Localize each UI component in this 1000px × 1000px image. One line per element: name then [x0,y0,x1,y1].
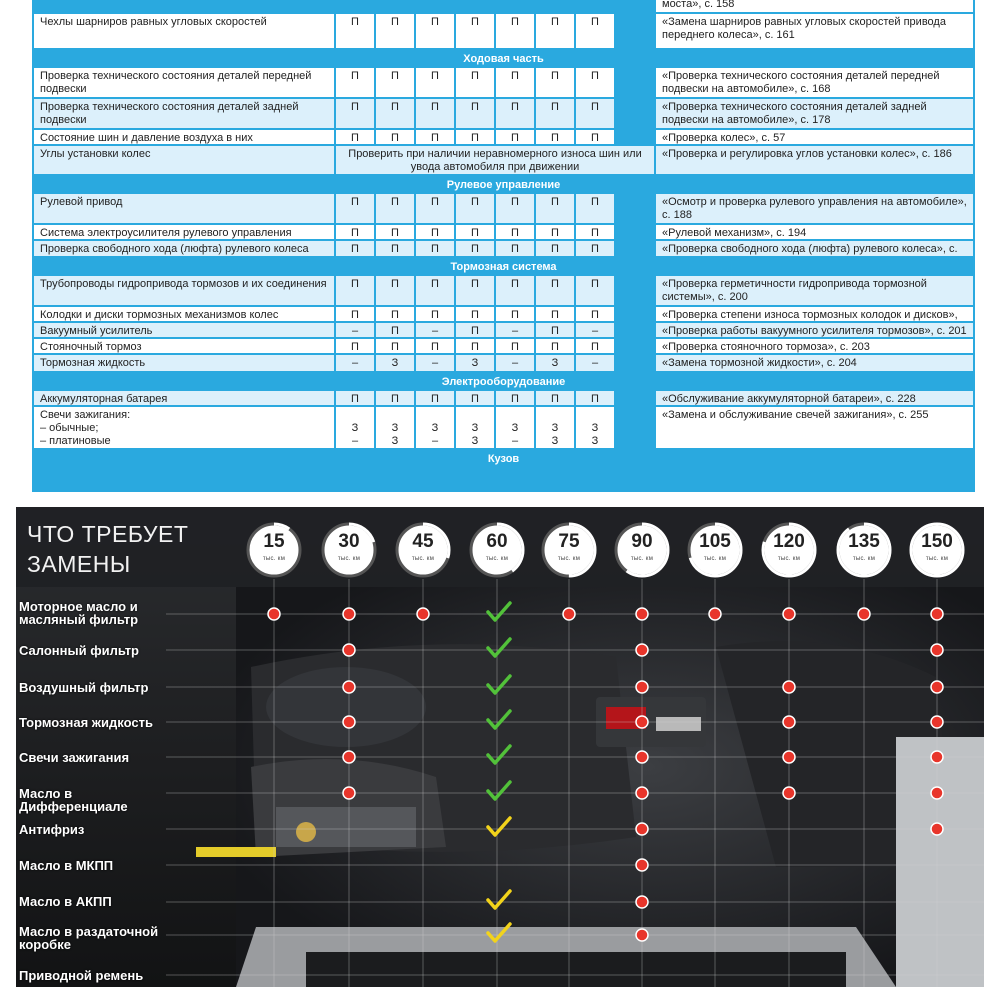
row-mark: – [416,323,454,337]
interval-value: 45 [412,531,434,552]
replace-dot [783,716,795,728]
row-mark: П [336,14,374,48]
row-mark: П [496,130,534,144]
row-mark: П [576,276,614,305]
row-mark: – [336,355,374,371]
row-name: Состояние шин и давление воздуха в них [34,130,334,144]
table-top-clipped-ref: моста», с. 158 [656,0,973,12]
check-icon [488,639,510,656]
row-mark: П [456,14,494,48]
row-mark: П [416,68,454,97]
table-row [32,68,975,99]
row-mark: – [576,323,614,337]
replace-dot [417,608,429,620]
replace-dot [636,681,648,693]
replace-dot [783,608,795,620]
row-name: Проверка свободного хода (люфта) рулевого колеса [34,241,334,256]
row-reference: «Замена шарниров равных угловых скоростей привода переднего колеса», с. 161 [656,14,973,48]
replace-dot [343,751,355,763]
row-mark: – [496,355,534,371]
table-row [32,130,975,146]
interval-value: 60 [486,531,508,552]
row-mark: П [536,194,574,223]
row-mark: П [376,99,414,128]
table-row [32,225,975,241]
row-mark: П [496,391,534,405]
replace-dot [931,716,943,728]
row-name: Система электроусилителя рулевого управления [34,225,334,239]
row-mark: П [336,276,374,305]
row-mark: П [456,68,494,97]
row-mark: П [536,130,574,144]
row-mark: П [496,68,534,97]
row-reference: «Проверка стояночного тормоза», с. 203 [656,339,973,353]
row-mark: – [576,355,614,371]
row-mark: П [496,194,534,223]
row-mark: П [336,241,374,256]
interval-unit: тыс. км [411,556,435,562]
item-label: Воздушный фильтр [19,680,149,695]
row-mark: П [416,14,454,48]
interval-value: 15 [263,531,285,552]
interval-value: 90 [631,531,653,552]
interval-value: 150 [921,531,953,552]
row-mark: З – [336,407,374,448]
replace-dot [931,608,943,620]
replace-dot [931,787,943,799]
row-name: Проверка технического состояния деталей задней подвески [34,99,334,128]
replace-dot [636,896,648,908]
row-reference: «Рулевой механизм», с. 194 [656,225,973,239]
interval-unit: тыс. км [262,556,286,562]
replace-dot [709,608,721,620]
replace-dot [636,823,648,835]
row-mark: П [376,130,414,144]
row-mark: П [536,391,574,405]
row-mark: П [456,99,494,128]
item-label: Моторное масло и масляный фильтр [19,599,139,627]
row-mark: П [536,307,574,321]
row-mark: П [496,307,534,321]
row-mark: П [536,323,574,337]
row-name: Проверка технического состояния деталей передней подвески [34,68,334,97]
interval-value: 75 [558,531,580,552]
row-mark: П [376,391,414,405]
row-mark: З З [576,407,614,448]
row-mark: П [376,68,414,97]
replace-dot [783,787,795,799]
table-row [32,339,975,355]
row-span-note: Проверить при наличии неравномерного износа шин или увода автомобиля при движении [336,146,654,174]
row-mark: П [496,241,534,256]
replace-dot [636,608,648,620]
check-icon [488,746,510,763]
row-name: Стояночный тормоз [34,339,334,353]
replace-dot [343,644,355,656]
check-yellow-icon [488,891,510,908]
row-mark: П [576,225,614,239]
row-reference: «Проверка технического состояния деталей задней подвески на автомобиле», с. 178 [656,99,973,128]
row-mark: П [576,194,614,223]
interval-unit: тыс. км [337,556,361,562]
replace-dot [636,787,648,799]
interval-unit: тыс. км [485,556,509,562]
row-reference: «Проверка колес», с. 57 [656,130,973,144]
table-row [32,241,975,258]
table-row [32,146,975,176]
row-name: Колодки и диски тормозных механизмов колес [34,307,334,321]
row-mark: П [416,130,454,144]
replace-dot [636,859,648,871]
row-mark: З З [376,407,414,448]
row-mark: П [336,130,374,144]
row-mark: П [536,241,574,256]
row-mark: П [416,241,454,256]
check-icon [488,603,510,620]
table-row [32,307,975,323]
row-mark: З [456,355,494,371]
check-icon [488,782,510,799]
row-reference: «Проверка степени износа тормозных колодок и дисков», [656,307,973,321]
schedule-grid [16,507,984,987]
replace-dot [931,681,943,693]
row-mark: П [456,130,494,144]
row-name: Свечи зажигания: – обычные; – платиновые [34,407,334,448]
row-mark: П [376,276,414,305]
item-label: Приводной ремень [19,968,144,983]
row-name: Аккумуляторная батарея [34,391,334,405]
row-mark: П [336,391,374,405]
interval-unit: тыс. км [925,556,949,562]
row-mark: П [416,225,454,239]
row-name: Рулевой привод [34,194,334,223]
replace-dot [636,716,648,728]
row-mark: З – [496,407,534,448]
section-header: Ходовая часть [463,53,544,65]
row-mark: П [536,14,574,48]
replace-dot [343,716,355,728]
replace-dot [783,751,795,763]
replace-dot [931,644,943,656]
section-header: Кузов [487,453,520,465]
row-mark: П [336,339,374,353]
interval-unit: тыс. км [557,556,581,562]
section-header: Тормозная система [450,261,557,273]
item-label: Масло в раздаточной коробке [19,924,159,952]
item-label: Салонный фильтр [19,643,139,658]
row-reference: «Проверка технического состояния деталей передней подвески на автомобиле», с. 168 [656,68,973,97]
table-row [32,276,975,307]
row-mark: П [336,194,374,223]
row-mark: З [376,355,414,371]
replace-dot [343,608,355,620]
row-reference: «Проверка и регулировка углов установки колес», с. 186 [656,146,973,174]
row-reference: «Проверка работы вакуумного усилителя тормозов», с. 201 [656,323,973,337]
row-mark: П [376,14,414,48]
row-mark: П [416,194,454,223]
table-row [32,323,975,339]
replace-dot [343,681,355,693]
replace-dot [636,929,648,941]
row-mark: П [536,276,574,305]
row-mark: П [496,225,534,239]
replace-dot [636,644,648,656]
row-mark: П [456,241,494,256]
row-mark: П [376,323,414,337]
maintenance-infographic [16,507,984,987]
check-icon [488,676,510,693]
item-label: Масло в АКПП [19,894,112,909]
interval-unit: тыс. км [852,556,876,562]
replace-dot [783,681,795,693]
row-reference: «Замена тормозной жидкости», с. 204 [656,355,973,371]
row-mark: П [336,307,374,321]
item-label: Масло в МКПП [19,858,114,873]
row-mark: П [336,99,374,128]
interval-unit: тыс. км [630,556,654,562]
table-row [32,99,975,130]
row-mark: П [456,225,494,239]
interval-unit: тыс. км [703,556,727,562]
row-mark: – [336,323,374,337]
row-mark: П [416,99,454,128]
row-mark: П [576,130,614,144]
table-row [32,407,975,450]
row-name: Чехлы шарниров равных угловых скоростей [34,14,334,48]
row-mark: П [456,323,494,337]
row-mark: П [576,68,614,97]
row-mark: П [416,276,454,305]
row-mark: П [336,225,374,239]
row-name: Трубопроводы гидропривода тормозов и их соединения [34,276,334,305]
row-mark: П [456,391,494,405]
item-label: Антифриз [19,822,85,837]
row-mark: П [536,225,574,239]
row-mark: П [576,307,614,321]
replace-dot [931,823,943,835]
row-name: Углы установки колес [34,146,334,174]
row-mark: П [576,241,614,256]
interval-value: 135 [848,531,880,552]
item-label: Тормозная жидкость [19,715,153,730]
row-mark: П [496,99,534,128]
check-yellow-icon [488,924,510,941]
replace-dot [931,751,943,763]
row-mark: З [536,355,574,371]
replace-dot [563,608,575,620]
row-mark: П [576,14,614,48]
row-mark: П [376,194,414,223]
row-name: Вакуумный усилитель [34,323,334,337]
table-row [32,194,975,225]
row-mark: П [376,241,414,256]
replace-dot [343,787,355,799]
row-mark: – [416,355,454,371]
row-mark: П [496,339,534,353]
row-mark: П [536,68,574,97]
row-reference: «Осмотр и проверка рулевого управления на автомобиле», с. 188 [656,194,973,223]
row-mark: П [496,14,534,48]
table-row [32,355,975,373]
check-icon [488,711,510,728]
replace-dot [268,608,280,620]
row-mark: П [376,339,414,353]
row-mark: П [536,339,574,353]
row-mark: П [416,307,454,321]
row-mark: З – [416,407,454,448]
row-mark: П [416,391,454,405]
item-label: Свечи зажигания [19,750,130,765]
row-mark: П [416,339,454,353]
row-reference: «Замена и обслуживание свечей зажигания», с. 255 [656,407,973,448]
row-mark: З З [536,407,574,448]
row-mark: – [496,323,534,337]
table-row [32,14,975,50]
row-mark: З З [456,407,494,448]
row-mark: П [496,276,534,305]
infographic-title: ЧТО ТРЕБУЕТ ЗАМЕНЫ [27,521,189,577]
table-top-row [32,0,975,14]
row-reference: «Проверка герметичности гидропривода тормозной системы», с. 200 [656,276,973,305]
row-mark: П [576,99,614,128]
row-mark: П [456,307,494,321]
row-reference: «Обслуживание аккумуляторной батареи», с. 228 [656,391,973,405]
row-mark: П [376,307,414,321]
maintenance-table [32,0,975,492]
row-mark: П [456,339,494,353]
row-mark: П [336,68,374,97]
section-header: Электрооборудование [441,376,566,388]
section-header: Рулевое управление [446,179,561,191]
row-mark: П [376,225,414,239]
item-label: Масло в Дифференциале [19,786,128,814]
row-mark: П [456,194,494,223]
row-mark: П [536,99,574,128]
row-reference: «Проверка свободного хода (люфта) рулевого колеса», с. [656,241,973,256]
table-row [32,391,975,407]
row-name: Тормозная жидкость [34,355,334,371]
interval-value: 120 [773,531,805,552]
interval-value: 30 [338,531,360,552]
row-mark: П [576,339,614,353]
replace-dot [636,751,648,763]
check-yellow-icon [488,818,510,835]
interval-unit: тыс. км [777,556,801,562]
row-mark: П [456,276,494,305]
interval-value: 105 [699,531,731,552]
replace-dot [858,608,870,620]
row-mark: П [576,391,614,405]
